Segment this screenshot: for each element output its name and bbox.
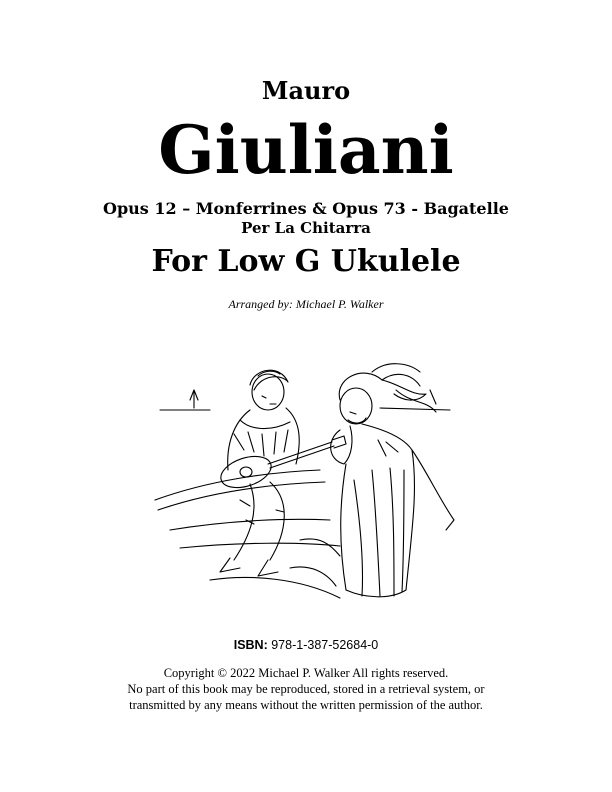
copyright-line: Copyright © 2022 Michael P. Walker All rights reserved. xyxy=(163,666,449,680)
isbn-label: ISBN: xyxy=(233,638,268,652)
isbn-value: 978-1-387-52684-0 xyxy=(271,638,379,652)
opus-subtitle: Opus 12 – Monferrines & Opus 73 - Bagatelle xyxy=(103,199,509,218)
copyright-block xyxy=(0,665,612,713)
instrument-original-subtitle: Per La Chitarra xyxy=(241,219,371,237)
arranger-credit: Arranged by: Michael P. Walker xyxy=(228,297,384,311)
copyright-line: No part of this book may be reproduced, stored in a retrieval system, or xyxy=(127,682,485,696)
instrument-title: For Low G Ukulele xyxy=(151,244,461,279)
composer-first-name: Mauro xyxy=(261,76,351,105)
composer-last-name: Giuliani xyxy=(158,111,454,189)
couple-with-mandolin-illustration xyxy=(150,360,470,606)
copyright-line: transmitted by any means without the written permission of the author. xyxy=(129,698,483,712)
isbn-line xyxy=(0,638,612,652)
